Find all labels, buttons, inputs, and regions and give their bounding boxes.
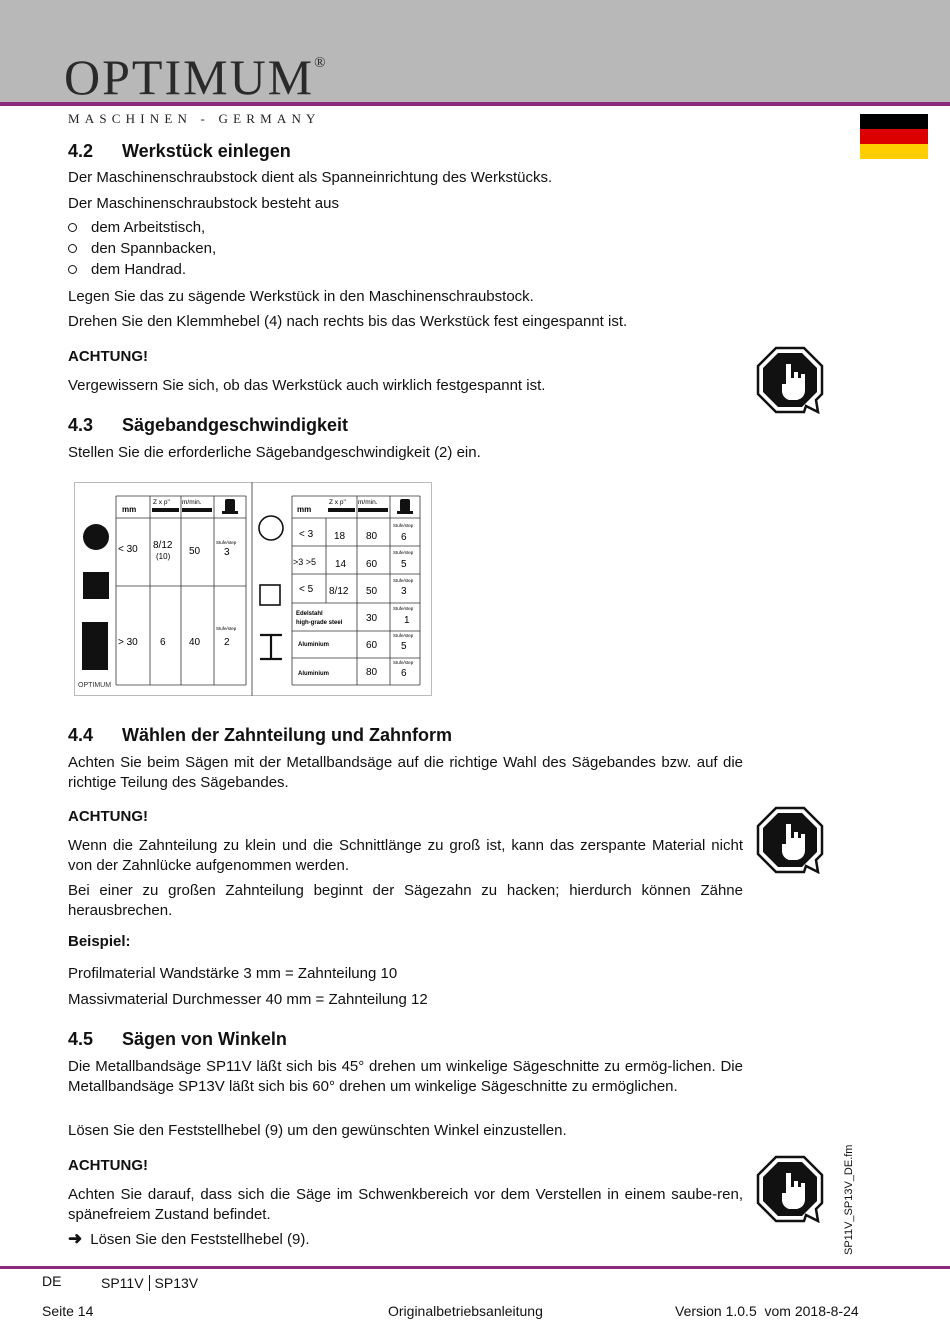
section-heading-4-2: 4.2 Werkstück einlegen bbox=[68, 141, 291, 161]
brand-logo: OPTIMUM® bbox=[64, 49, 326, 105]
list-item: dem Arbeitstisch, bbox=[68, 219, 205, 236]
brand-tagline: MASCHINEN - GERMANY bbox=[68, 111, 321, 126]
file-name-label: SP11V_SP13V_DE.fm bbox=[843, 1144, 855, 1255]
section-heading-4-4: 4.4 Wählen der Zahnteilung und Zahnform bbox=[68, 725, 452, 745]
svg-text:mm: mm bbox=[122, 505, 137, 514]
language-code: DE bbox=[42, 1273, 62, 1289]
svg-text:< 5: < 5 bbox=[299, 584, 314, 595]
svg-text:< 30: < 30 bbox=[118, 544, 138, 555]
solid-block-icon bbox=[82, 622, 108, 670]
svg-text:Stufe/step: Stufe/step bbox=[393, 606, 414, 611]
svg-text:>3 >5: >3 >5 bbox=[293, 557, 317, 567]
document-type: Originalbetriebsanleitung bbox=[388, 1303, 543, 1319]
svg-text:high-grade steel: high-grade steel bbox=[296, 620, 343, 626]
svg-text:50: 50 bbox=[189, 546, 201, 557]
paragraph: Achten Sie beim Sägen mit der Metallbandsäge auf die richtige Wahl des Sägebandes bzw. auf die richtige Teilung des Sägebandes. bbox=[68, 754, 743, 791]
section-heading-4-5: 4.5 Sägen von Winkeln bbox=[68, 1029, 287, 1049]
example-line: Profilmaterial Wandstärke 3 mm = Zahnteilung 10 bbox=[68, 965, 398, 982]
paragraph: Der Maschinenschraubstock besteht aus bbox=[68, 195, 339, 212]
svg-text:18: 18 bbox=[334, 531, 346, 542]
model-names: SP11V SP13V bbox=[101, 1275, 199, 1291]
paragraph: Lösen Sie den Feststellhebel (9) um den gewünschten Winkel einzustellen. bbox=[68, 1122, 567, 1139]
svg-text:80: 80 bbox=[366, 667, 378, 678]
list-item: den Spannbacken, bbox=[68, 240, 216, 257]
svg-text:Edelstahl: Edelstahl bbox=[296, 611, 323, 617]
svg-text:6: 6 bbox=[401, 532, 407, 543]
paragraph: Legen Sie das zu sägende Werkstück in den Maschinenschraubstock. bbox=[68, 288, 534, 305]
svg-text:mm: mm bbox=[297, 505, 312, 514]
svg-text:3: 3 bbox=[224, 547, 230, 558]
svg-text:Aluminium: Aluminium bbox=[298, 642, 329, 648]
svg-text:6: 6 bbox=[160, 637, 166, 648]
svg-text:Stufe/step: Stufe/step bbox=[393, 660, 414, 665]
svg-text:8/12: 8/12 bbox=[329, 586, 349, 597]
warning-title: ACHTUNG! bbox=[68, 348, 148, 365]
warning-text: Vergewissern Sie sich, ob das Werkstück auch wirklich festgespannt ist. bbox=[68, 377, 546, 394]
arrow-right-icon: ➜ bbox=[68, 1229, 83, 1248]
svg-text:< 3: < 3 bbox=[299, 529, 314, 540]
svg-text:5: 5 bbox=[401, 559, 407, 570]
warning-title: ACHTUNG! bbox=[68, 1157, 148, 1174]
warning-title: ACHTUNG! bbox=[68, 808, 148, 825]
svg-text:> 30: > 30 bbox=[118, 637, 138, 648]
svg-text:Stufe/step: Stufe/step bbox=[216, 540, 237, 545]
paragraph: Stellen Sie die erforderliche Sägebandgeschwindigkeit (2) ein. bbox=[68, 444, 481, 461]
page-number: Seite 14 bbox=[42, 1303, 94, 1319]
example-title: Beispiel: bbox=[68, 933, 131, 950]
svg-text:(10): (10) bbox=[156, 552, 171, 561]
svg-text:14: 14 bbox=[335, 559, 347, 570]
svg-text:Stufe/step: Stufe/step bbox=[393, 633, 414, 638]
svg-text:50: 50 bbox=[366, 586, 378, 597]
svg-text:m/min.: m/min. bbox=[182, 499, 202, 506]
svg-text:60: 60 bbox=[366, 640, 378, 651]
svg-text:2: 2 bbox=[224, 637, 230, 648]
svg-text:6: 6 bbox=[401, 668, 407, 679]
svg-text:Z x p": Z x p" bbox=[329, 499, 346, 506]
warning-text: Achten Sie darauf, dass sich die Säge im Schwenkbereich vor dem Verstellen in einem saube-ren, spänefreiem Zustand befindet. bbox=[68, 1186, 743, 1223]
warning-stop-hand-icon bbox=[756, 806, 824, 874]
svg-text:1: 1 bbox=[404, 615, 410, 626]
warning-text: Wenn die Zahnteilung zu klein und die Schnittlänge zu groß ist, kann das zerspante Material nicht von der Zahnlücke aufgenommen werden. bbox=[68, 837, 743, 874]
footer-divider bbox=[0, 1266, 950, 1269]
svg-text:Stufe/step: Stufe/step bbox=[393, 578, 414, 583]
svg-text:30: 30 bbox=[366, 613, 378, 624]
section-heading-4-3: 4.3 Sägebandgeschwindigkeit bbox=[68, 415, 349, 435]
svg-text:40: 40 bbox=[189, 637, 201, 648]
svg-text:Aluminium: Aluminium bbox=[298, 671, 329, 677]
warning-text: Bei einer zu großen Zahnteilung beginnt der Sägezahn zu hacken; hierdurch können Zähne herausbrechen. bbox=[68, 882, 743, 919]
svg-text:OPTIMUM: OPTIMUM bbox=[78, 682, 112, 689]
speed-table-figure bbox=[74, 482, 432, 696]
german-flag-icon bbox=[860, 114, 928, 159]
svg-text:Stufe/step: Stufe/step bbox=[393, 523, 414, 528]
list-item: dem Handrad. bbox=[68, 261, 186, 278]
svg-text:m/min.: m/min. bbox=[358, 499, 378, 506]
svg-text:3: 3 bbox=[401, 586, 407, 597]
svg-text:Stufe/step: Stufe/step bbox=[393, 550, 414, 555]
paragraph: Die Metallbandsäge SP11V läßt sich bis 45° drehen um winkelige Sägeschnitte zu ermög-lichen. Die Metallbandsäge SP13V läßt sich bis 60° drehen um winkelige Sägeschnitte zu ermöglichen. bbox=[68, 1058, 743, 1095]
warning-stop-hand-icon bbox=[756, 346, 824, 414]
svg-text:60: 60 bbox=[366, 559, 378, 570]
svg-text:Stufe/step: Stufe/step bbox=[216, 626, 237, 631]
square-material-icon bbox=[83, 572, 109, 599]
paragraph: Drehen Sie den Klemmhebel (4) nach rechts bis das Werkstück fest eingespannt ist. bbox=[68, 313, 628, 330]
step-item: ➜ Lösen Sie den Feststellhebel (9). bbox=[68, 1229, 310, 1248]
round-material-icon bbox=[83, 524, 109, 550]
svg-text:80: 80 bbox=[366, 531, 378, 542]
svg-text:Z x p": Z x p" bbox=[153, 499, 170, 506]
warning-stop-hand-icon bbox=[756, 1155, 824, 1223]
paragraph: Der Maschinenschraubstock dient als Spanneinrichtung des Werkstücks. bbox=[68, 169, 553, 186]
example-line: Massivmaterial Durchmesser 40 mm = Zahnteilung 12 bbox=[68, 991, 428, 1008]
svg-text:5: 5 bbox=[401, 641, 407, 652]
svg-text:8/12: 8/12 bbox=[153, 540, 173, 551]
version-info: Version 1.0.5 vom 2018-8-24 bbox=[675, 1303, 859, 1319]
